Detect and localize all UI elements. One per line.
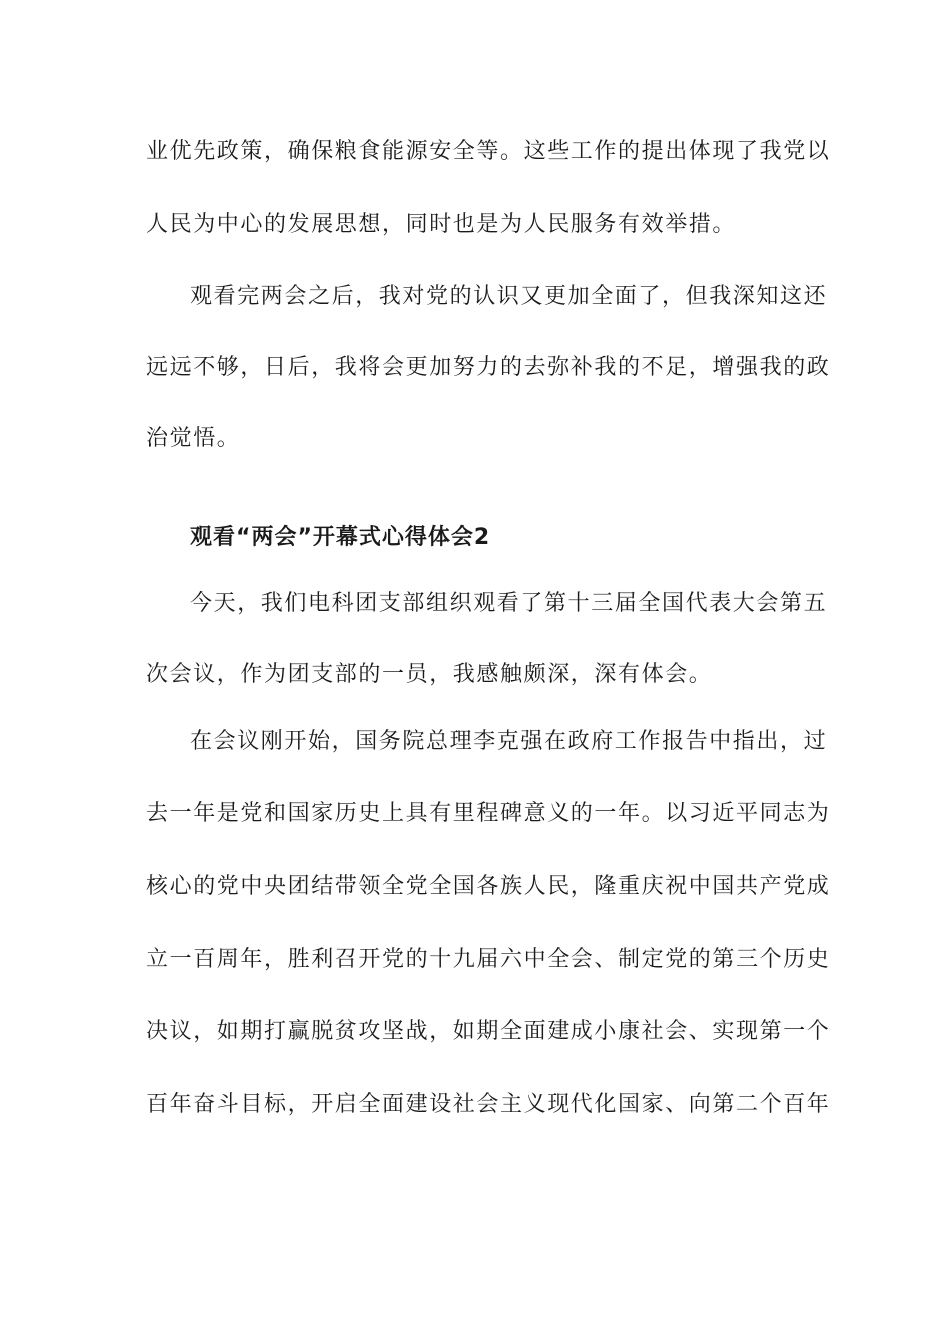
paragraph-line: 治觉悟。 <box>146 426 241 451</box>
paragraph-line: 观看完两会之后，我对党的认识又更加全面了，但我深知这还 <box>190 284 828 309</box>
paragraph-line: 百年奋斗目标，开启全面建设社会主义现代化国家、向第二个百年 <box>146 1092 831 1117</box>
paragraph-line: 次会议，作为团支部的一员，我感触颇深，深有体会。 <box>146 662 713 687</box>
paragraph-line: 业优先政策，确保粮食能源安全等。这些工作的提出体现了我党以 <box>146 139 831 164</box>
paragraph-line: 今天，我们电科团支部组织观看了第十三届全国代表大会第五 <box>190 591 828 616</box>
paragraph-line: 在会议刚开始，国务院总理李克强在政府工作报告中指出，过 <box>190 729 828 754</box>
paragraph-line: 人民为中心的发展思想，同时也是为人民服务有效举措。 <box>146 212 737 237</box>
paragraph-line: 立一百周年，胜利召开党的十九届六中全会、制定党的第三个历史 <box>146 947 831 972</box>
paragraph-line: 远远不够，日后，我将会更加努力的去弥补我的不足，增强我的政 <box>146 355 831 380</box>
paragraph-line: 核心的党中央团结带领全党全国各族人民，隆重庆祝中国共产党成 <box>146 874 831 899</box>
paragraph-line: 决议，如期打赢脱贫攻坚战，如期全面建成小康社会、实现第一个 <box>146 1019 831 1044</box>
paragraph-line: 去一年是党和国家历史上具有里程碑意义的一年。以习近平同志为 <box>146 801 831 826</box>
section-heading: 观看“两会”开幕式心得体会2 <box>190 525 491 550</box>
